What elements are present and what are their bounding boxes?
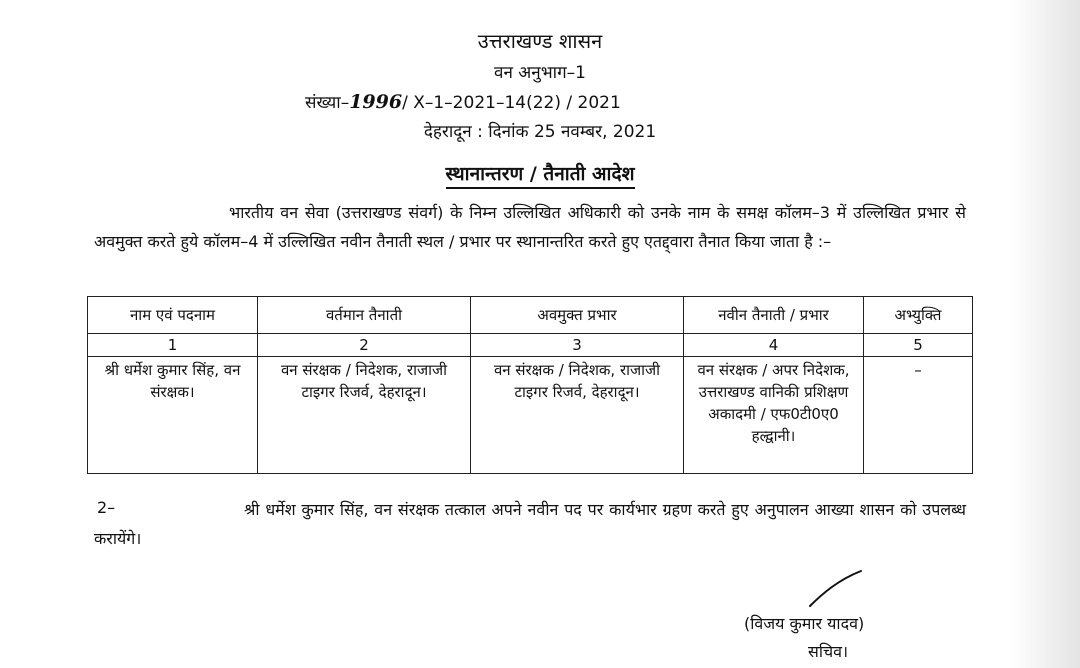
column-number: 3	[471, 334, 684, 357]
column-number: 4	[684, 334, 864, 357]
column-number: 1	[88, 334, 258, 357]
cell-current-posting: वन संरक्षक / निदेशक, राजाजी टाइगर रिजर्व, देहरादून।	[258, 357, 471, 474]
page-edge-shadow	[1010, 0, 1080, 668]
number-suffix: / X–1–2021–14(22) / 2021	[402, 93, 621, 113]
paragraph-1: भारतीय वन सेवा (उत्तराखण्ड संवर्ग) के निम्न उल्लिखित अधिकारी को उनके नाम के समक्ष कॉलम–3 में उल्लिखित प्रभार से अवमुक्त करते हुये कॉलम–4 में उल्लिखित नवीन तैनाती स्थल / प्रभार पर स्थानान्तरित करते हुए एतद्द्वारा तैनात किया जाता है :–	[94, 203, 966, 251]
header-relieved-charge: अवमुक्त प्रभार	[471, 297, 684, 334]
order-title	[0, 160, 1080, 186]
cell-name: श्री धर्मेश कुमार सिंह, वन संरक्षक।	[88, 357, 258, 474]
paragraph-2: श्री धर्मेश कुमार सिंह, वन संरक्षक तत्काल अपने नवीन पद पर कार्यभार ग्रहण करते हुए अनुपालन आख्या शासन को उपलब्ध करायेंगे।	[94, 500, 966, 548]
column-number-row	[88, 334, 973, 357]
column-number: 2	[258, 334, 471, 357]
signatory-name: (विजय कुमार यादव)	[744, 614, 865, 633]
order-title-text: स्थानान्तरण / तैनाती आदेश	[446, 163, 635, 189]
cell-remarks: –	[864, 357, 973, 474]
section-heading: वन अनुभाग–1	[494, 63, 586, 83]
header-remarks: अभ्युक्ति	[864, 297, 973, 334]
cell-new-posting: वन संरक्षक / अपर निदेशक, उत्तराखण्ड वानिकी प्रशिक्षण अकादमी / एफ0टी0ए0 हल्द्वानी।	[684, 357, 864, 474]
order-number	[305, 91, 621, 114]
number-prefix: संख्या–	[305, 93, 350, 113]
header-current-posting: वर्तमान तैनाती	[258, 297, 471, 334]
header-name: नाम एवं पदनाम	[88, 297, 258, 334]
place-date: देहरादून : दिनांक 25 नवम्बर, 2021	[423, 122, 657, 142]
signature-stroke	[808, 568, 863, 608]
signatory-designation: सचिव।	[808, 642, 849, 661]
header-new-posting: नवीन तैनाती / प्रभार	[684, 297, 864, 334]
transfer-table	[87, 296, 973, 474]
column-number: 5	[864, 334, 973, 357]
handwritten-number: 1996	[349, 91, 403, 113]
table-header-row	[88, 297, 973, 334]
paragraph-2-number: 2–	[97, 498, 116, 517]
government-heading: उत्तराखण्ड शासन	[477, 29, 603, 53]
cell-relieved-charge: वन संरक्षक / निदेशक, राजाजी टाइगर रिजर्व, देहरादून।	[471, 357, 684, 474]
table-row	[88, 357, 973, 474]
